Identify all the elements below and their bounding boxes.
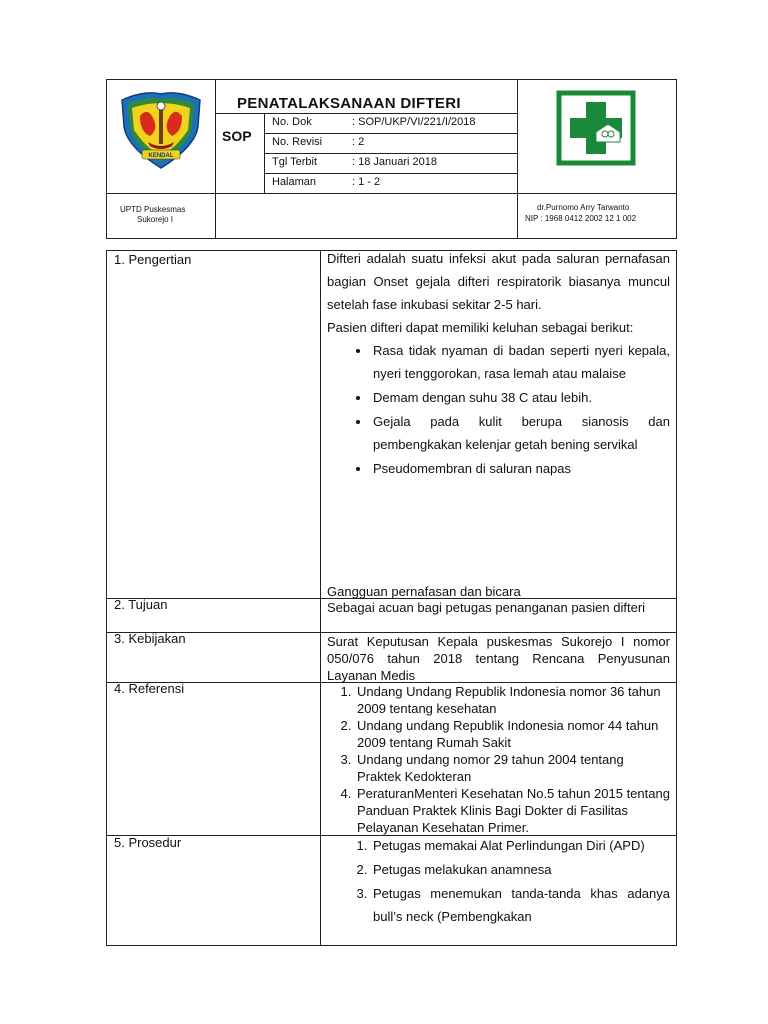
tujuan-text: Sebagai acuan bagi petugas penanganan pasien difteri: [327, 600, 646, 615]
doc-row-label-revisi: No. Revisi: [272, 136, 323, 148]
signer-name: dr.Purnomo Arry Tarwanto: [537, 203, 630, 212]
document-title: PENATALAKSANAAN DIFTERI: [237, 95, 461, 112]
doc-row-value-revisi: : 2: [352, 136, 365, 148]
doc-row-label-terbit: Tgl Terbit: [272, 156, 318, 168]
sop-label: SOP: [222, 128, 252, 144]
doc-row-value-terbit: : 18 Januari 2018: [352, 156, 438, 168]
puskesmas-logo: [556, 90, 636, 166]
pengertian-para2: Pasien difteri dapat memiliki keluhan sebagai berikut:: [327, 320, 634, 335]
signer-nip: NIP : 1968 0412 2002 12 1 002: [525, 214, 637, 223]
list-item: 4. PeraturanMenteri Kesehatan No.5 tahun 2015 tentang Panduan Praktek Klinis Bagi Dokter di Fasilitas Pelayanan Kesehatan Primer.: [355, 785, 670, 836]
list-item: 1. Undang Undang Republik Indonesia nomor 36 tahun 2009 tentang kesehatan: [355, 683, 670, 717]
org-name-line1: UPTD Puskesmas: [120, 205, 186, 214]
list-item: 3. Petugas menemukan tanda-tanda khas adanya bull’s neck (Pembengkakan: [371, 882, 670, 928]
pengertian-content: [327, 247, 670, 480]
kebijakan-text: Surat Keputusan Kepala puskesmas Sukorejo I nomor 050/076 tahun 2018 tentang Rencana Penyusunan Layanan Medis: [327, 634, 670, 683]
label-referensi: 4. Referensi: [114, 681, 185, 696]
list-item: 2. Petugas melakukan anamnesa: [371, 858, 670, 881]
doc-row-label-halaman: Halaman: [272, 176, 317, 188]
label-prosedur: 5. Prosedur: [114, 835, 182, 850]
list-item: • Gejala pada kulit berupa sianosis dan pembengkakan kelenjar getah bening servikal: [371, 410, 670, 456]
label-tujuan: 2. Tujuan: [114, 597, 168, 612]
list-item: 2. Undang undang Republik Indonesia nomor 44 tahun 2009 tentang Rumah Sakit: [355, 717, 670, 751]
doc-row-value-nodok: : SOP/UKP/VI/221/I/2018: [352, 116, 476, 128]
referensi-list-wrap: [321, 683, 670, 836]
label-pengertian: 1. Pengertian: [114, 252, 192, 267]
list-item: 3. Undang undang nomor 29 tahun 2004 tentang Praktek Kedokteran: [355, 751, 670, 785]
prosedur-list-wrap: [321, 834, 670, 928]
pengertian-tail: Gangguan pernafasan dan bicara: [327, 584, 521, 599]
kendal-logo: [118, 86, 204, 172]
list-item: • Rasa tidak nyaman di badan seperti nyeri kepala, nyeri tenggorokan, rasa lemah atau malaise: [371, 339, 670, 385]
kendal-logo-caption: KENDAL: [148, 153, 174, 159]
pengertian-para1: Difteri adalah suatu infeksi akut pada saluran pernafasan bagian Onset gejala difteri respiratorik biasanya muncul setelah fase inkubasi sekitar 2-5 hari.: [327, 251, 670, 312]
referensi-list: [321, 683, 670, 836]
list-item: 1. Petugas memakai Alat Perlindungan Diri (APD): [371, 834, 670, 857]
doc-row-label-nodok: No. Dok: [272, 116, 312, 128]
pengertian-bullets: [327, 339, 670, 480]
doc-row-value-halaman: : 1 - 2: [352, 176, 381, 188]
list-item: • Demam dengan suhu 38 C atau lebih.: [371, 386, 670, 409]
org-name-line2: Sukorejo I: [137, 215, 174, 224]
label-kebijakan: 3. Kebijakan: [114, 631, 186, 646]
prosedur-list: [321, 834, 670, 928]
list-item: • Pseudomembran di saluran napas: [371, 457, 670, 480]
